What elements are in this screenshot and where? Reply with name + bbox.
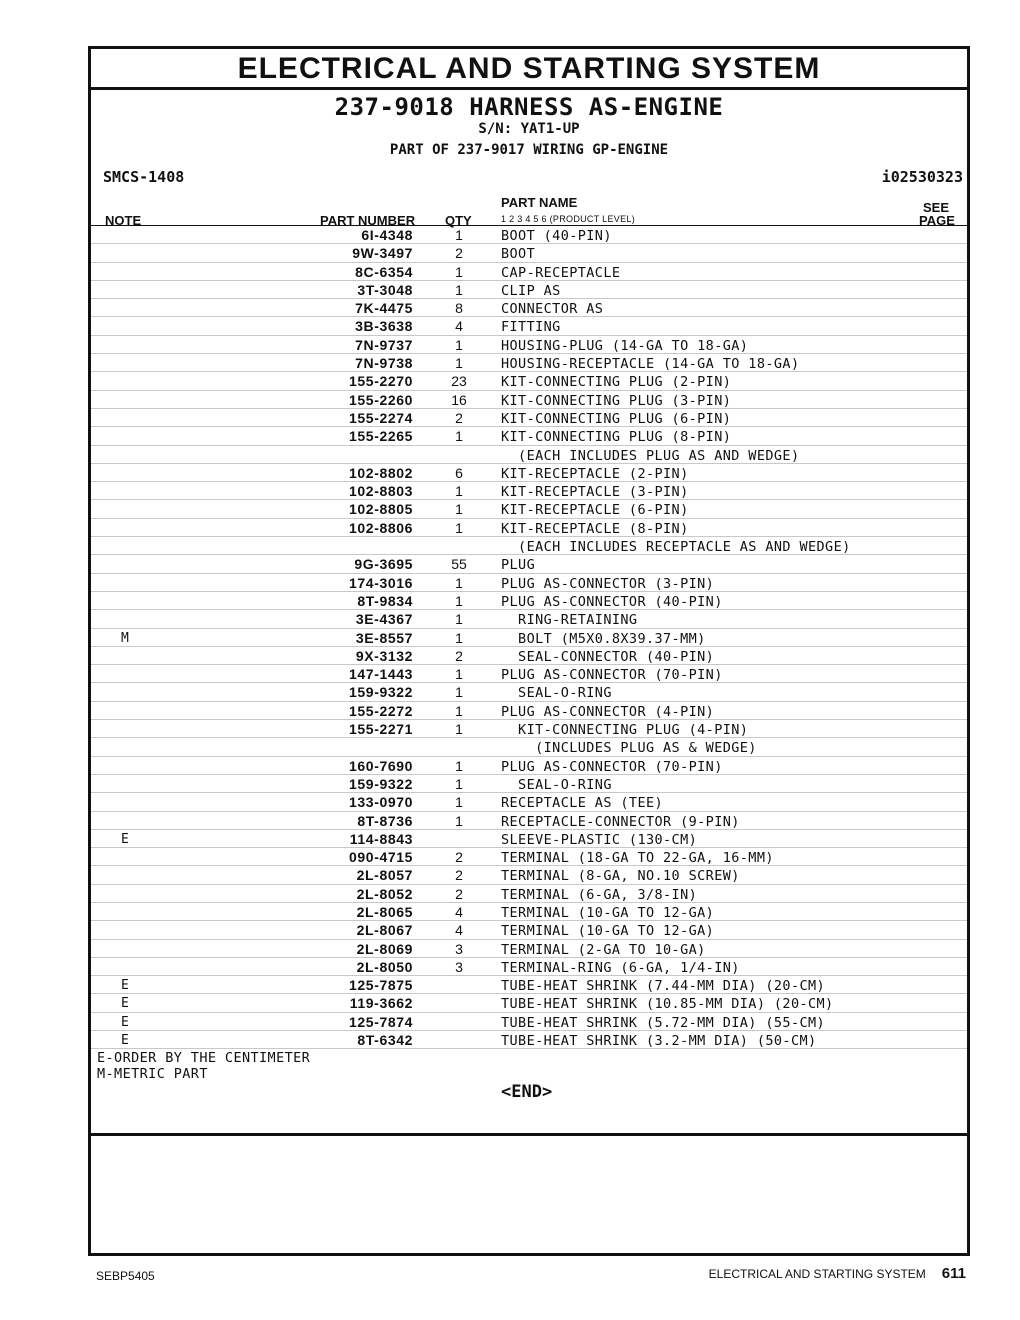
table-row [91, 757, 967, 775]
row-part-name: (EACH INCLUDES RECEPTACLE AS AND WEDGE) [501, 539, 851, 556]
row-part-name: CAP-RECEPTACLE [501, 264, 621, 281]
row-part-name: KIT-RECEPTACLE (3-PIN) [501, 484, 689, 501]
footnote-m: M-METRIC PART [97, 1066, 208, 1082]
table-row [91, 921, 967, 939]
row-part-number: 119-3662 [349, 995, 413, 1012]
table-row [91, 775, 967, 793]
table-row [91, 866, 967, 884]
table-row [91, 1031, 967, 1049]
row-qty: 1 [455, 812, 463, 829]
row-qty: 2 [455, 849, 463, 866]
row-qty: 2 [455, 867, 463, 884]
row-part-name: TUBE-HEAT SHRINK (10.85-MM DIA) (20-CM) [501, 996, 834, 1013]
table-row [91, 738, 967, 756]
row-qty: 4 [455, 318, 463, 335]
row-qty: 1 [455, 611, 463, 628]
table-row [91, 994, 967, 1012]
row-part-number: 102-8805 [349, 501, 413, 518]
row-part-name: KIT-CONNECTING PLUG (2-PIN) [501, 374, 732, 391]
header-page: PAGE [919, 213, 955, 228]
row-part-name: FITTING [501, 319, 561, 336]
table-row [91, 665, 967, 683]
row-part-number: 2L-8067 [356, 922, 413, 939]
table-row [91, 500, 967, 518]
row-part-name: PLUG AS-CONNECTOR (3-PIN) [501, 575, 715, 592]
row-part-name: SEAL-O-RING [501, 776, 612, 793]
row-qty: 6 [455, 464, 463, 481]
table-row [91, 1013, 967, 1031]
row-part-number: 9X-3132 [355, 647, 413, 664]
table-row [91, 830, 967, 848]
header-product-levels: 1 2 3 4 5 6 (PRODUCT LEVEL) [501, 214, 635, 224]
row-qty: 1 [455, 355, 463, 372]
table-row [91, 592, 967, 610]
row-qty: 55 [451, 556, 467, 573]
row-qty: 1 [455, 757, 463, 774]
table-row [91, 555, 967, 573]
row-part-name: PLUG AS-CONNECTOR (70-PIN) [501, 758, 723, 775]
row-part-number: 125-7874 [349, 1013, 413, 1030]
row-part-number: 133-0970 [349, 794, 413, 811]
table-row [91, 244, 967, 262]
part-of-line: PART OF 237-9017 WIRING GP-ENGINE [389, 142, 669, 158]
row-part-name: BOOT [501, 246, 536, 263]
row-part-number: 3T-3048 [357, 281, 413, 298]
table-row [91, 336, 967, 354]
table-row [91, 391, 967, 409]
table-row [91, 958, 967, 976]
row-part-number: 3E-8557 [355, 629, 413, 646]
row-part-number: 155-2272 [349, 702, 413, 719]
smcs-code: SMCS-1408 [103, 168, 185, 186]
row-part-name: TUBE-HEAT SHRINK (5.72-MM DIA) (55-CM) [501, 1014, 826, 1031]
row-part-number: 102-8803 [349, 483, 413, 500]
row-qty: 1 [455, 592, 463, 609]
row-part-name: PLUG AS-CONNECTOR (40-PIN) [501, 593, 723, 610]
table-row [91, 299, 967, 317]
row-part-name: HOUSING-PLUG (14-GA TO 18-GA) [501, 337, 749, 354]
row-part-number: 7N-9738 [355, 355, 413, 372]
row-part-name: KIT-CONNECTING PLUG (4-PIN) [501, 722, 749, 739]
row-part-number: 8T-8736 [357, 812, 413, 829]
row-qty: 2 [455, 647, 463, 664]
footer-doc-id: SEBP5405 [96, 1269, 155, 1283]
row-part-name: TUBE-HEAT SHRINK (7.44-MM DIA) (20-CM) [501, 978, 826, 995]
table-row [91, 372, 967, 390]
table-row [91, 464, 967, 482]
row-qty: 1 [455, 702, 463, 719]
table-row [91, 482, 967, 500]
row-part-name: TERMINAL (10-GA TO 12-GA) [501, 904, 715, 921]
row-note: E [121, 1033, 129, 1049]
table-row [91, 885, 967, 903]
row-part-number: 159-9322 [349, 684, 413, 701]
parts-table-body [91, 226, 967, 1049]
row-qty: 1 [455, 684, 463, 701]
row-part-number: 102-8802 [349, 464, 413, 481]
serial-number: S/N: YAT1-UP [478, 121, 580, 137]
row-part-name: BOLT (M5X0.8X39.37-MM) [501, 630, 706, 647]
row-part-number: 8C-6354 [355, 263, 413, 280]
row-qty: 1 [455, 574, 463, 591]
row-part-name: (EACH INCLUDES PLUG AS AND WEDGE) [501, 447, 800, 464]
page-number: 611 [941, 1265, 966, 1282]
table-row [91, 537, 967, 555]
row-qty: 1 [455, 483, 463, 500]
footnote-e: E-ORDER BY THE CENTIMETER [97, 1050, 311, 1066]
table-row [91, 610, 967, 628]
row-qty: 1 [455, 721, 463, 738]
row-part-number: 9W-3497 [352, 245, 413, 262]
row-part-number: 8T-9834 [357, 592, 413, 609]
row-part-name: RECEPTACLE AS (TEE) [501, 795, 664, 812]
divider-line [91, 1133, 967, 1136]
table-row [91, 683, 967, 701]
group-title: 237-9018 HARNESS AS-ENGINE [334, 93, 724, 121]
table-row [91, 976, 967, 994]
row-part-name: TERMINAL (18-GA TO 22-GA, 16-MM) [501, 850, 774, 867]
row-qty: 4 [455, 903, 463, 920]
row-qty: 2 [455, 245, 463, 262]
row-part-name: TERMINAL (8-GA, NO.10 SCREW) [501, 868, 740, 885]
row-qty: 1 [455, 629, 463, 646]
row-part-number: 155-2274 [349, 409, 413, 426]
row-qty: 1 [455, 501, 463, 518]
row-part-number: 2L-8065 [356, 903, 413, 920]
row-part-number: 6I-4348 [361, 227, 413, 243]
row-part-name: BOOT (40-PIN) [501, 228, 612, 244]
row-part-name: RECEPTACLE-CONNECTOR (9-PIN) [501, 813, 740, 830]
row-note: E [121, 831, 129, 847]
row-part-name: TERMINAL (6-GA, 3/8-IN) [501, 886, 698, 903]
page-frame [88, 46, 970, 1256]
footer-section: ELECTRICAL AND STARTING SYSTEM [708, 1267, 926, 1281]
row-part-number: 155-2265 [349, 428, 413, 445]
table-row [91, 848, 967, 866]
row-part-number: 155-2271 [349, 721, 413, 738]
header-see: SEE [923, 200, 950, 215]
row-part-name: KIT-CONNECTING PLUG (3-PIN) [501, 392, 732, 409]
row-part-name: SLEEVE-PLASTIC (130-CM) [501, 831, 698, 848]
row-part-number: 7N-9737 [355, 336, 413, 353]
table-row [91, 427, 967, 445]
row-part-number: 125-7875 [349, 977, 413, 994]
row-part-name: KIT-RECEPTACLE (2-PIN) [501, 465, 689, 482]
table-row [91, 812, 967, 830]
row-qty: 1 [455, 519, 463, 536]
table-row [91, 263, 967, 281]
row-note: M [121, 630, 129, 646]
row-part-number: 2L-8050 [356, 958, 413, 975]
row-part-number: 3E-4367 [355, 611, 413, 628]
row-part-name: TERMINAL (10-GA TO 12-GA) [501, 923, 715, 940]
table-row [91, 226, 967, 244]
row-part-number: 2L-8052 [356, 885, 413, 902]
row-part-name: KIT-RECEPTACLE (6-PIN) [501, 502, 689, 519]
header-part-name: PART NAME [501, 195, 578, 210]
table-row [91, 317, 967, 335]
row-qty: 1 [455, 227, 463, 243]
table-row [91, 629, 967, 647]
section-title: ELECTRICAL AND STARTING SYSTEM [91, 49, 967, 90]
row-part-name: RING-RETAINING [501, 612, 638, 629]
row-note: E [121, 996, 129, 1012]
row-part-number: 090-4715 [349, 849, 413, 866]
table-row [91, 793, 967, 811]
row-part-number: 160-7690 [349, 757, 413, 774]
table-row [91, 281, 967, 299]
table-row [91, 574, 967, 592]
row-part-name: PLUG AS-CONNECTOR (70-PIN) [501, 667, 723, 684]
row-qty: 1 [455, 794, 463, 811]
row-part-number: 3B-3638 [355, 318, 413, 335]
footer-right [709, 1265, 966, 1282]
row-part-name: KIT-CONNECTING PLUG (8-PIN) [501, 429, 732, 446]
row-qty: 4 [455, 922, 463, 939]
row-part-name: PLUG [501, 557, 536, 574]
row-qty: 1 [455, 775, 463, 792]
table-row [91, 940, 967, 958]
footnotes [97, 1050, 310, 1082]
row-part-name: (INCLUDES PLUG AS & WEDGE) [501, 740, 757, 757]
row-part-name: KIT-RECEPTACLE (8-PIN) [501, 520, 689, 537]
table-row [91, 409, 967, 427]
row-part-number: 155-2270 [349, 373, 413, 390]
row-qty: 1 [455, 281, 463, 298]
table-row [91, 903, 967, 921]
row-part-number: 147-1443 [349, 666, 413, 683]
table-row [91, 647, 967, 665]
row-part-name: KIT-CONNECTING PLUG (6-PIN) [501, 410, 732, 427]
row-qty: 1 [455, 428, 463, 445]
row-qty: 2 [455, 409, 463, 426]
row-part-number: 2L-8057 [356, 867, 413, 884]
row-qty: 8 [455, 300, 463, 317]
row-part-number: 7K-4475 [355, 300, 413, 317]
row-part-number: 2L-8069 [356, 940, 413, 957]
row-qty: 16 [451, 391, 467, 408]
row-note: E [121, 1014, 129, 1030]
row-part-number: 114-8843 [349, 830, 413, 847]
row-qty: 1 [455, 263, 463, 280]
document-identifier: i02530323 [881, 168, 963, 186]
end-marker: <END> [501, 1082, 553, 1102]
row-part-name: TERMINAL-RING (6-GA, 1/4-IN) [501, 959, 740, 976]
table-row [91, 720, 967, 738]
row-qty: 1 [455, 336, 463, 353]
row-part-name: TUBE-HEAT SHRINK (3.2-MM DIA) (50-CM) [501, 1033, 817, 1050]
row-part-number: 159-9322 [349, 775, 413, 792]
row-qty: 3 [455, 940, 463, 957]
header-qty: QTY [445, 213, 472, 228]
table-row [91, 519, 967, 537]
row-part-name: HOUSING-RECEPTACLE (14-GA TO 18-GA) [501, 356, 800, 373]
table-row [91, 702, 967, 720]
row-part-number: 9G-3695 [354, 556, 413, 573]
row-part-number: 174-3016 [349, 574, 413, 591]
row-qty: 23 [451, 373, 467, 390]
row-part-number: 155-2260 [349, 391, 413, 408]
header-note: NOTE [105, 213, 142, 228]
row-qty: 1 [455, 666, 463, 683]
table-header [91, 191, 967, 226]
header-part-number: PART NUMBER [320, 213, 416, 228]
row-note: E [121, 978, 129, 994]
row-part-number: 102-8806 [349, 519, 413, 536]
row-part-name: TERMINAL (2-GA TO 10-GA) [501, 941, 706, 958]
row-part-name: SEAL-CONNECTOR (40-PIN) [501, 648, 715, 665]
row-part-name: CONNECTOR AS [501, 301, 604, 318]
row-part-number: 8T-6342 [357, 1032, 413, 1049]
table-row [91, 446, 967, 464]
row-part-name: PLUG AS-CONNECTOR (4-PIN) [501, 703, 715, 720]
row-qty: 2 [455, 885, 463, 902]
row-part-name: CLIP AS [501, 282, 561, 299]
table-row [91, 354, 967, 372]
row-part-name: SEAL-O-RING [501, 685, 612, 702]
row-qty: 3 [455, 958, 463, 975]
